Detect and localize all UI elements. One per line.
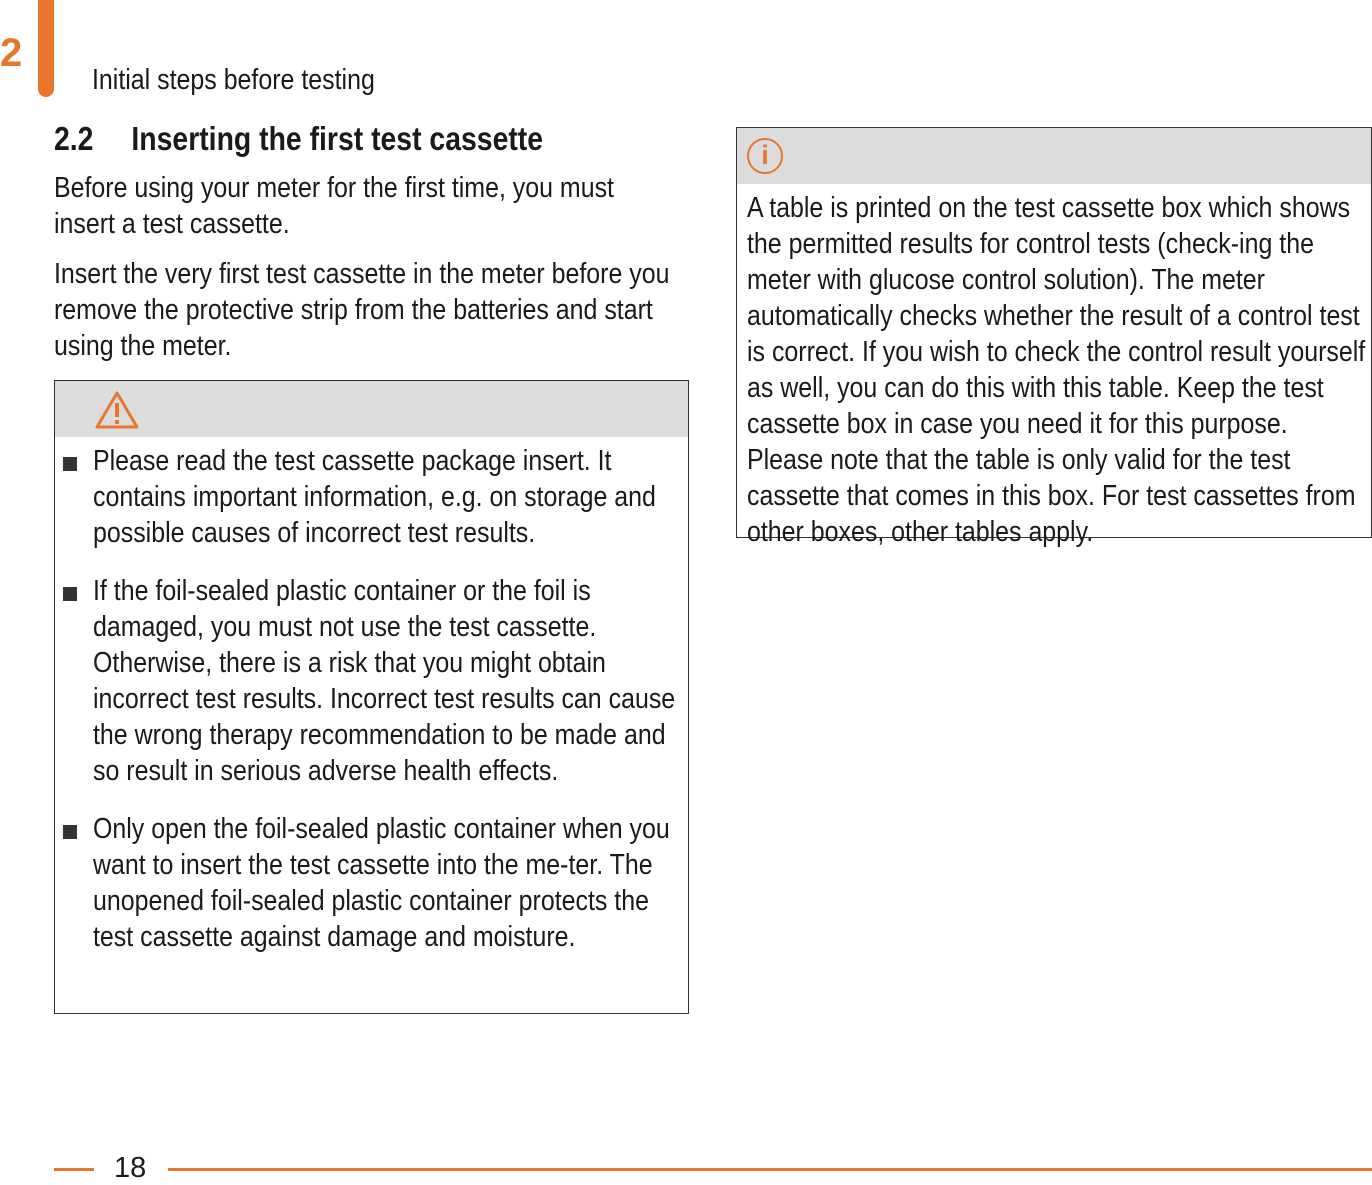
section-number: 2.2 [54,120,94,157]
info-icon: i [747,138,783,174]
warning-item-text: Only open the foil-sealed plastic container when you want to insert the test cassette into the me-ter. The unopened foil-sealed plastic container protects the test cassette against damage and moisture. [93,813,670,953]
warning-item [55,573,688,789]
warning-item [55,811,688,955]
warning-box [54,380,689,1014]
warning-box-header [55,381,688,437]
footer-rule-right [168,1168,1372,1171]
warning-item-text: If the foil-sealed plastic container or the foil is damaged, you must not use the test cassette. Otherwise, there is a risk that you might obtain incorrect test results. Incorrect test results can cause the wrong therapy recommendation to be made and so result in serious adverse health effects. [93,575,676,787]
page-number: 18 [114,1152,147,1184]
intro-paragraph-1: Before using your meter for the first time, you must insert a test cassette. [54,172,614,240]
warning-list [55,443,688,955]
running-header-title: Initial steps before testing [92,64,375,96]
chapter-number: 2 [0,31,23,75]
footer-rule-left [54,1168,94,1171]
info-box [736,127,1372,548]
warning-triangle-icon [95,391,139,429]
info-box-header [737,128,1371,184]
warning-item-text: Please read the test cassette package insert. It contains important information, e.g. on storage and possible causes of incorrect test results. [93,445,656,549]
intro-paragraph-2: Insert the very first test cassette in the meter before you remove the protective strip from the batteries and start using the meter. [54,258,670,362]
bullet-square-icon [63,825,77,839]
bullet-square-icon [63,587,77,601]
warning-item [55,443,688,551]
bullet-square-icon [63,457,77,471]
section-title-text: Inserting the first test cassette [131,120,544,157]
chapter-tab-bar [38,0,54,97]
section-heading [54,118,543,160]
info-box-text: A table is printed on the test cassette box which shows the permitted results for control tests (check-ing the meter with glucose control solution). The meter automatically checks whether the result of a control test is correct. If you wish to check the control result yourself as well, you can do this with this table. Keep the test cassette box in case you need it for this purpose. Please note that the table is only valid for the test cassette that comes in this box. For test cassettes from other boxes, other tables apply. [747,192,1366,548]
